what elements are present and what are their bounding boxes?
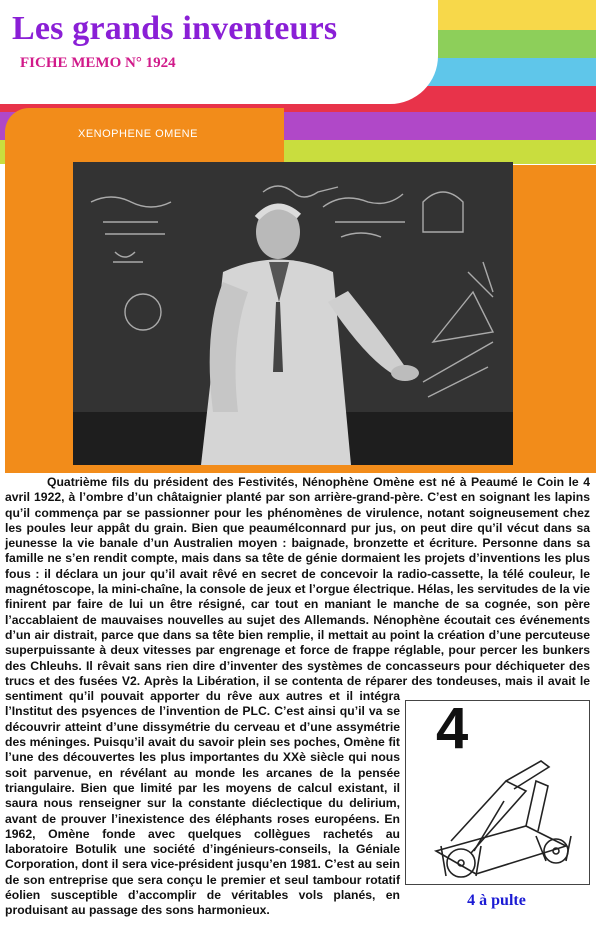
- page-title: Les grands inventeurs: [12, 10, 338, 47]
- figure-number: 4: [436, 700, 469, 761]
- page-subtitle: FICHE MEMO N° 1924: [20, 55, 176, 71]
- biography-text: Quatrième fils du président des Festivités, Nénophène Omène est né à Peaumé le Coin le 4 avril 1922, à l’ombre d’un châtaignier planté par son arrière-grand-père. C’est en soignant les lapins qu’il commença par se passionner pour les phénomènes de virulence, notant soigneusement chez les poules leur appât du grain. Bien que peaumélconnard pur jus, on peut dire qu’il vécut dans sa jeunesse la vie banale d’un Australien moyen : baignade, bronzette et écriture. Personne dans sa famille ne s’en rendit compte, mais dans sa tête de génie dormaient les projets d’inventions les plus fous : il déclara un jour qu’il avait rêvé en secret de concevoir la radio-cassette, la télé couleur, le magnétoscope, la mini-chaîne, la console de jeux et l’orgue électrique. Hélas, les servitudes de la vie finirent par faire de lui un être résigné, car tout en maniant le manche de sa cognée, son père l’accablaient de mauvaises nouvelles au sujet des Allemands. Nénophène écoutait ces événements d’un air distrait, parce que dans sa tête bien remplie, il mettait au point la création d’une percuteuse superpuissante à deux vitesses par engrenage et force de frappe réglable, pour percer les bunkers des Chleuhs. Il rêvait sans rien dire d’inventer des systèmes de concasseurs pour déchiqueter des trucs et des fusées V2. Après la Libération, il se contenta de réparer des tondeuses, mais il avait le sentiment qu’il pouvait apporter du rêve aux autres et il intégra l’Institut des psyences de l’invention de PLC. C’est ainsi qu’il va se découvrir atteint d’une dissymétrie du cerveau et d’une assymétrie des méninges. Puisqu’il avait du savoir plein ses poches, Omène fit l’une des découvertes les plus importantes du XXè siècle qui nous soit parvenue, en révélant au monde les arcanes de la pensée triangulaire. Bien que limité par les moyens de calcul existant, il saura nous renseigner sur la constante diéclectique du delirium, avant de prouver l’inexistence des éléphants roses européens. En 1962, Omène fonde avec quelques collègues rachetés au laboratoire Botulik une société d’ingénieurs-conseils, la Géniale Corporation, dont il sera vice-président jusqu’en 1981. C’est au sein de son entreprise que sera conçu le premier et seul tambour rotatif éolien susceptible d’accomplir de véritables vols planés, en produisant au passage des sons harmonieux.: [5, 475, 590, 918]
- catapult-drawing: [406, 701, 589, 884]
- inventor-photo-drawing: [73, 162, 513, 465]
- inventor-name: XENOPHENE OMENE: [78, 128, 198, 140]
- catapult-figure: [405, 700, 590, 885]
- figure-caption: 4 à pulte: [467, 892, 526, 909]
- inventor-photo: [73, 162, 513, 465]
